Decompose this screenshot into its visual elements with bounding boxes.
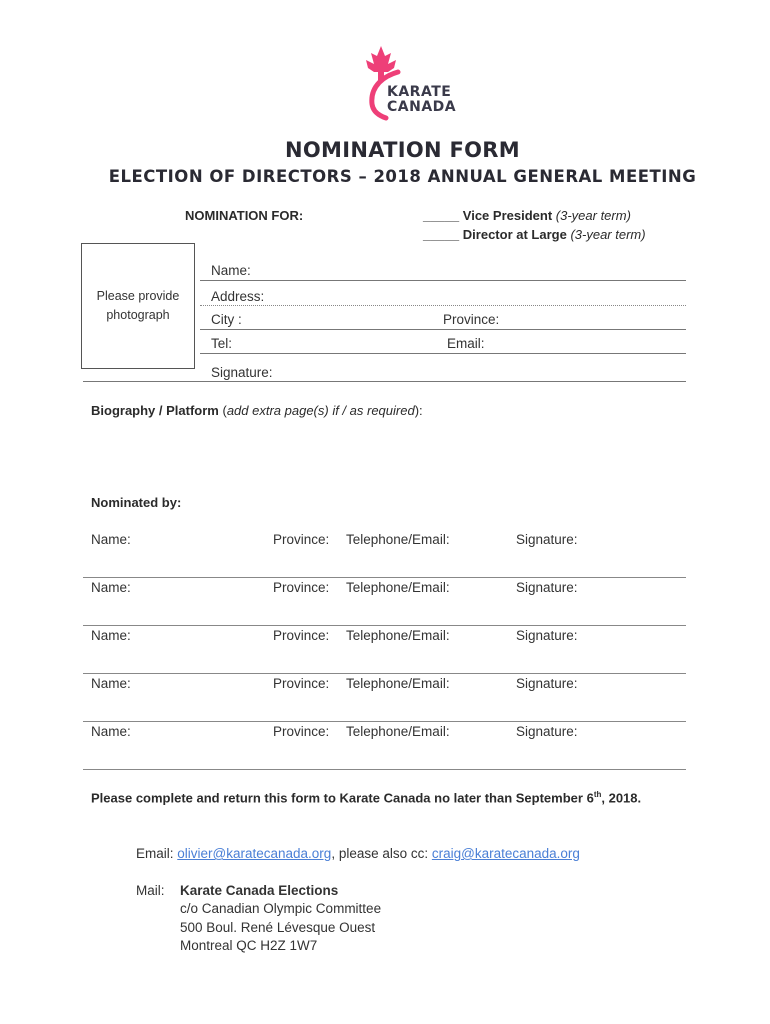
nominator-name-label: Name:: [91, 580, 131, 595]
nominator-province-label: Province:: [273, 676, 330, 691]
option-term: (3-year term): [555, 208, 631, 223]
nominator-signature-label: Signature:: [516, 628, 578, 643]
nominator-contact-label: Telephone/Email:: [346, 724, 450, 739]
nominator-contact-label: Telephone/Email:: [346, 676, 450, 691]
nomination-for-label: NOMINATION FOR:: [185, 208, 304, 223]
option-blank: _____: [423, 208, 460, 223]
nominated-by-label: Nominated by:: [91, 495, 182, 510]
nominator-contact-label: Telephone/Email:: [346, 628, 450, 643]
tel-line[interactable]: [200, 353, 686, 354]
email-label: Email:: [447, 336, 485, 351]
nominator-province-label: Province:: [273, 532, 330, 547]
mail-line-3: 500 Boul. René Lévesque Ouest: [180, 920, 376, 935]
email-link-olivier[interactable]: olivier@karatecanada.org: [177, 846, 332, 861]
address-line[interactable]: [200, 305, 686, 306]
mail-line-2: c/o Canadian Olympic Committee: [180, 901, 382, 916]
photo-box-line-1: Please provide: [96, 289, 180, 303]
nominator-row-line[interactable]: [83, 577, 686, 578]
nominator-signature-label: Signature:: [516, 532, 578, 547]
nominator-row-line[interactable]: [83, 673, 686, 674]
email-contact-line: [136, 846, 580, 861]
address-label: Address:: [211, 289, 265, 304]
nominator-contact-label: Telephone/Email:: [346, 580, 450, 595]
biography-title: Biography / Platform: [91, 403, 219, 418]
city-line[interactable]: [200, 329, 686, 330]
nominator-name-label: Name:: [91, 628, 131, 643]
deadline-text: [91, 790, 641, 805]
cc-text: , please also cc:: [331, 846, 432, 861]
biography-close: ):: [414, 403, 423, 418]
biography-open: (: [218, 403, 227, 418]
nominator-signature-label: Signature:: [516, 580, 578, 595]
nominator-signature-label: Signature:: [516, 724, 578, 739]
email-link-craig[interactable]: craig@karatecanada.org: [431, 846, 580, 861]
nominator-province-label: Province:: [273, 724, 330, 739]
province-label: Province:: [443, 312, 500, 327]
nominator-name-label: Name:: [91, 676, 131, 691]
nominator-name-label: Name:: [91, 532, 131, 547]
nominator-signature-label: Signature:: [516, 676, 578, 691]
deadline-sup: th: [593, 790, 602, 799]
nominator-row-line[interactable]: [83, 721, 686, 722]
mail-line-1: Karate Canada Elections: [180, 883, 339, 898]
nominator-row-line[interactable]: [83, 625, 686, 626]
biography-label: [91, 403, 423, 418]
email-contact-label: Email:: [136, 846, 178, 861]
photo-box[interactable]: [81, 243, 195, 369]
signature-line[interactable]: [83, 381, 686, 382]
deadline-main: Please complete and return this form to Karate Canada no later than September 6: [91, 790, 594, 806]
logo-line-2: CANADA: [387, 99, 457, 115]
nominator-province-label: Province:: [273, 628, 330, 643]
name-label: Name:: [211, 263, 251, 278]
option-role: Vice President: [462, 208, 553, 223]
option-term: (3-year term): [570, 227, 646, 242]
name-line[interactable]: [200, 280, 686, 281]
deadline-end: , 2018.: [601, 790, 642, 806]
mail-line-4: Montreal QC H2Z 1W7: [180, 938, 318, 953]
biography-note: add extra page(s) if / as required: [226, 403, 415, 418]
nominator-name-label: Name:: [91, 724, 131, 739]
signature-label: Signature:: [211, 365, 273, 380]
nominator-row-line[interactable]: [83, 769, 686, 770]
option-blank: _____: [423, 227, 460, 242]
photo-box-line-2: photograph: [106, 308, 170, 322]
tel-label: Tel:: [211, 336, 233, 351]
logo-wordmark: [387, 85, 456, 115]
option-vice-president[interactable]: [423, 208, 631, 223]
nominator-province-label: Province:: [273, 580, 330, 595]
logo-line-1: KARATE: [387, 84, 452, 100]
city-label: City :: [211, 312, 242, 327]
option-role: Director at Large: [462, 227, 567, 242]
page-subtitle: ELECTION OF DIRECTORS – 2018 ANNUAL GENERAL MEETING: [108, 167, 697, 186]
nominator-contact-label: Telephone/Email:: [346, 532, 450, 547]
page-title: NOMINATION FORM: [285, 138, 520, 162]
option-director-at-large[interactable]: [423, 227, 646, 242]
mail-label: Mail:: [136, 883, 165, 898]
